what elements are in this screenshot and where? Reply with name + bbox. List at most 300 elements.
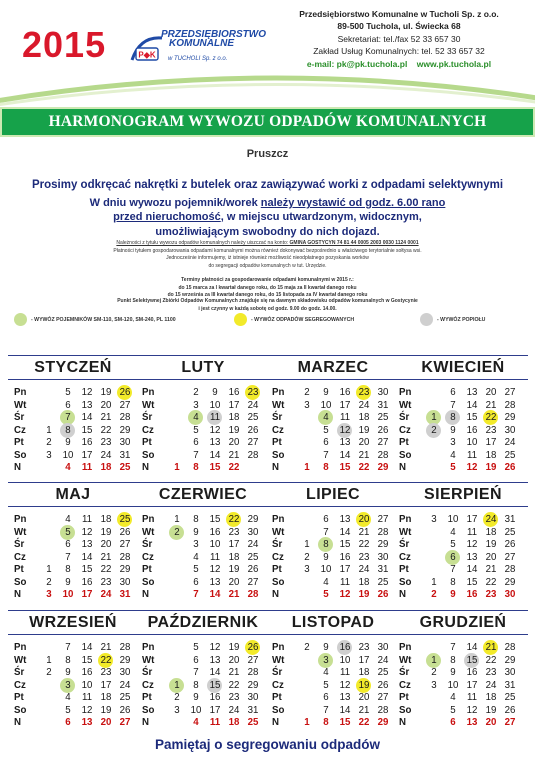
calendar-day: 26 xyxy=(504,462,516,473)
calendar-day: 18 xyxy=(485,692,497,703)
calendar-day: 29 xyxy=(119,564,131,575)
calendar-day: 19 xyxy=(485,704,497,716)
calendar-day: 24 xyxy=(119,679,131,691)
calendar-day: 15 xyxy=(466,654,478,666)
calendar-day: 13 xyxy=(81,399,93,411)
logo-line2: KOMUNALNE xyxy=(169,38,234,49)
calendar-day: 11 xyxy=(339,576,351,588)
day-label: Śr xyxy=(399,412,410,423)
calendar-day: 24 xyxy=(247,539,259,550)
calendar-day: 17 xyxy=(81,589,93,600)
calendar-day: 18 xyxy=(228,717,240,728)
calendar-day: 25 xyxy=(504,526,516,538)
calendar-day: 25 xyxy=(247,551,259,563)
calendar-day: 29 xyxy=(119,654,131,666)
calendar-day: 14 xyxy=(466,642,478,653)
instr-line1b: należy wystawić od godz. 6.00 rano xyxy=(260,197,446,209)
calendar-day: 26 xyxy=(119,387,131,398)
month-header-row xyxy=(8,610,528,635)
calendar-day: 17 xyxy=(485,437,497,448)
calendar-day: 18 xyxy=(228,551,240,563)
calendar-day: 18 xyxy=(485,526,497,538)
calendar-day: 7 xyxy=(65,551,71,563)
day-label: N xyxy=(272,717,279,728)
calendar-day: 7 xyxy=(450,564,456,575)
day-label: Wt xyxy=(272,399,285,411)
calendar-day: 4 xyxy=(450,692,456,703)
calendar-day: 12 xyxy=(209,564,221,575)
day-label: Cz xyxy=(399,551,411,563)
calendar-day: 13 xyxy=(339,437,351,448)
calendar-day: 8 xyxy=(65,424,71,436)
calendar-day: 2 xyxy=(46,576,52,588)
calendar-day: 25 xyxy=(504,449,516,461)
yellow-dot-icon xyxy=(234,313,247,326)
day-label: Cz xyxy=(14,551,26,563)
calendar-day: 2 xyxy=(46,437,52,448)
month-header-row xyxy=(8,482,528,507)
calendar-day: 20 xyxy=(485,387,497,398)
calendar-day: 11 xyxy=(209,717,221,728)
plea-text: Prosimy odkręcać nakrętki z butelek oraz zawiązywać worki z odpadami selektywnymi xyxy=(31,179,504,191)
calendar-day: 12 xyxy=(81,387,93,398)
day-label: Cz xyxy=(142,424,154,436)
day-label: Pn xyxy=(142,642,155,653)
calendar-day: 2 xyxy=(174,526,180,538)
calendar-day: 24 xyxy=(228,704,240,716)
calendar-day: 11 xyxy=(466,449,478,461)
day-label: So xyxy=(399,704,412,716)
calendar-day: 8 xyxy=(323,462,329,473)
calendar-day: 21 xyxy=(485,399,497,411)
day-label: So xyxy=(399,449,412,461)
calendar-day: 20 xyxy=(228,576,240,588)
calendar-day: 31 xyxy=(377,564,389,575)
calendar-day: 18 xyxy=(100,514,112,525)
calendar-day: 16 xyxy=(81,667,93,678)
day-label: Pt xyxy=(399,564,409,575)
calendar-day: 21 xyxy=(100,412,112,423)
day-label: So xyxy=(272,449,285,461)
calendar-day: 4 xyxy=(65,692,71,703)
place-name: Pruszcz xyxy=(246,148,289,160)
calendar-day: 17 xyxy=(100,679,112,691)
month-name: WRZESIEŃ xyxy=(29,614,117,631)
calendar-day: 9 xyxy=(193,526,199,538)
calendar-day: 27 xyxy=(377,514,389,525)
calendar-day: 4 xyxy=(193,412,199,423)
company-name: Przedsiębiorstwo Komunalne w Tucholi Sp. z o.o. xyxy=(299,9,499,19)
www-link[interactable]: www.pk.tuchola.pl xyxy=(416,58,492,69)
calendar-day: 7 xyxy=(193,449,199,461)
instr-line2b: , w miejscu utwardzonym, widocznym, xyxy=(220,211,422,224)
calendar-day: 2 xyxy=(174,692,180,703)
email-link[interactable]: e-mail: pk@pk.tuchola.pl xyxy=(306,58,408,69)
day-label: Śr xyxy=(399,667,410,678)
calendar-day: 16 xyxy=(339,387,351,398)
day-label: Wt xyxy=(142,399,155,411)
calendar-day: 15 xyxy=(466,412,478,423)
calendar-day: 3 xyxy=(65,679,71,691)
calendar-day: 13 xyxy=(466,551,478,563)
day-label: Pt xyxy=(399,437,409,448)
calendar-day: 3 xyxy=(450,437,456,448)
day-label: N xyxy=(142,717,149,728)
calendar-day: 25 xyxy=(377,576,389,588)
calendar-day: 14 xyxy=(209,667,221,678)
calendar-day: 23 xyxy=(485,667,497,678)
calendar-day: 22 xyxy=(358,539,370,550)
payment-line3: Jednocześnie informujemy, iż istnieje również możliwość nieodpłatnego pozyskania worków xyxy=(166,255,369,262)
month-header-row xyxy=(8,355,528,380)
calendar-day: 17 xyxy=(339,564,351,575)
day-label: So xyxy=(142,449,155,461)
calendar-day: 7 xyxy=(323,449,329,461)
calendar-day: 31 xyxy=(504,679,516,691)
calendar-day: 20 xyxy=(485,551,497,563)
calendar-day: 20 xyxy=(358,437,370,448)
green-dot-icon xyxy=(14,313,27,326)
calendar-day: 28 xyxy=(377,449,389,461)
calendar-day: 30 xyxy=(377,387,389,398)
calendar-day: 23 xyxy=(100,576,112,588)
calendar-day: 5 xyxy=(65,704,71,716)
calendar-day: 1 xyxy=(304,539,310,550)
calendar-day: 23 xyxy=(358,387,370,398)
calendar-day: 30 xyxy=(119,667,131,678)
day-label: Pn xyxy=(399,642,412,653)
calendar-day: 12 xyxy=(339,424,351,436)
calendar-day: 23 xyxy=(485,589,497,600)
day-label: Pn xyxy=(272,642,285,653)
calendar-day: 5 xyxy=(65,387,71,398)
calendar-day: 11 xyxy=(81,692,93,703)
page-title: HARMONOGRAM WYWOZU ODPADÓW KOMUNALNYCH xyxy=(48,113,487,130)
calendar-day: 14 xyxy=(466,399,478,411)
day-label: So xyxy=(142,576,155,588)
calendar-day: 18 xyxy=(358,576,370,588)
calendar-day: 1 xyxy=(46,424,52,436)
calendar-day: 2 xyxy=(46,667,52,678)
calendar-day: 24 xyxy=(485,514,497,525)
day-label: Pt xyxy=(142,564,152,575)
calendar-day: 8 xyxy=(450,654,456,666)
calendar-day: 26 xyxy=(119,526,131,538)
day-label: Pt xyxy=(14,437,24,448)
calendar-day: 10 xyxy=(209,399,221,411)
calendar-day: 30 xyxy=(119,576,131,588)
day-label: Cz xyxy=(142,679,154,691)
month-name: GRUDZIEŃ xyxy=(419,614,507,631)
calendar-day: 6 xyxy=(323,514,329,525)
calendar-day: 4 xyxy=(65,514,71,525)
calendar-day: 20 xyxy=(100,539,112,550)
calendar-day: 11 xyxy=(339,667,351,678)
calendar-day: 7 xyxy=(323,704,329,716)
day-label: So xyxy=(14,449,27,461)
calendar-day: 27 xyxy=(377,692,389,703)
calendar-day: 3 xyxy=(304,564,310,575)
day-label: Śr xyxy=(142,539,153,550)
calendar-day: 3 xyxy=(193,539,199,550)
calendar-day: 5 xyxy=(193,424,199,436)
calendar-day: 15 xyxy=(209,462,221,473)
calendar-day: 12 xyxy=(466,462,478,473)
calendar-day: 4 xyxy=(193,551,199,563)
calendar-day: 24 xyxy=(485,679,497,691)
calendar-day: 19 xyxy=(228,564,240,575)
day-label: Wt xyxy=(399,399,412,411)
calendar-day: 5 xyxy=(193,642,199,653)
calendar-day: 24 xyxy=(100,449,112,461)
calendar-day: 21 xyxy=(228,667,240,678)
secretariat-phone: Sekretariat: tel./fax 52 33 657 30 xyxy=(337,33,461,44)
calendar-day: 11 xyxy=(81,462,93,473)
day-label: Wt xyxy=(14,399,27,411)
calendar-day: 22 xyxy=(228,679,240,691)
calendar-day: 28 xyxy=(377,526,389,538)
day-label: N xyxy=(399,589,406,600)
calendar-day: 10 xyxy=(62,589,74,600)
calendar-day: 9 xyxy=(65,667,71,678)
day-label: Pn xyxy=(399,514,412,525)
calendar-day: 29 xyxy=(504,412,516,423)
calendar-day: 21 xyxy=(358,704,370,716)
day-label: Wt xyxy=(14,654,27,666)
calendar-day: 30 xyxy=(377,551,389,563)
month-name: CZERWIEC xyxy=(158,486,248,503)
calendar-day: 11 xyxy=(81,514,93,525)
day-label: Cz xyxy=(272,551,284,563)
calendar-day: 4 xyxy=(193,717,199,728)
calendar-day: 26 xyxy=(504,539,516,550)
instructions xyxy=(0,196,535,239)
calendar-day: 22 xyxy=(485,412,497,423)
calendar-day: 28 xyxy=(247,667,259,678)
calendar-day: 19 xyxy=(485,539,497,550)
day-label: So xyxy=(14,576,27,588)
month-name: PAŹDZIERNIK xyxy=(147,614,259,631)
day-label: N xyxy=(142,462,149,473)
calendar-day: 30 xyxy=(247,526,259,538)
calendar-day: 25 xyxy=(247,717,259,728)
company-address: 89-500 Tuchola, ul. Świecka 68 xyxy=(337,21,461,32)
logo-line1: PRZEDSIĘBIORSTWO xyxy=(161,29,267,40)
payment-line4: do segregacji odpadów komunalnych w tut. Urzędzie. xyxy=(208,262,327,269)
calendar-day: 19 xyxy=(100,704,112,716)
calendar-day: 8 xyxy=(193,679,199,691)
calendar-day: 6 xyxy=(193,437,199,448)
calendar-day: 2 xyxy=(431,589,437,600)
calendar-day: 30 xyxy=(504,424,516,436)
calendar-day: 3 xyxy=(46,449,52,461)
calendar-day: 19 xyxy=(100,526,112,538)
calendar-day: 29 xyxy=(377,717,389,728)
day-label: Śr xyxy=(142,412,153,423)
calendar-day: 3 xyxy=(304,399,310,411)
calendar-day: 3 xyxy=(46,589,52,600)
calendar-day: 13 xyxy=(339,692,351,703)
calendar-day: 20 xyxy=(228,437,240,448)
day-label: Cz xyxy=(399,424,411,436)
calendar-day: 23 xyxy=(228,692,240,703)
calendar-day: 22 xyxy=(358,717,370,728)
calendar-day: 5 xyxy=(323,424,329,436)
calendar-day: 13 xyxy=(339,514,351,525)
calendar-day: 10 xyxy=(447,679,459,691)
calendar-day: 21 xyxy=(228,589,240,600)
calendar-day: 14 xyxy=(81,412,93,423)
calendar-day: 7 xyxy=(323,526,329,538)
calendar-day: 12 xyxy=(339,589,351,600)
calendar-day: 13 xyxy=(209,654,221,666)
day-label: Pt xyxy=(272,692,282,703)
calendar-day: 7 xyxy=(450,399,456,411)
calendar-day: 12 xyxy=(466,539,478,550)
year-label: 2015 xyxy=(22,24,107,65)
calendar-day: 7 xyxy=(65,642,71,653)
calendar-day: 8 xyxy=(450,412,456,423)
payment-line2: Płatności tytułem gospodarowania odpadami komunalnymi można również dokonywać bezpośrednio u właściwego terytorialnie sołtysa wsi. xyxy=(113,247,422,254)
day-label: So xyxy=(399,576,412,588)
calendar-day: 19 xyxy=(358,424,370,436)
calendar-day: 12 xyxy=(209,424,221,436)
calendar-day: 28 xyxy=(504,642,516,653)
calendar-day: 23 xyxy=(358,551,370,563)
calendar-day: 28 xyxy=(377,704,389,716)
day-label: Śr xyxy=(14,667,25,678)
calendar-day: 11 xyxy=(209,412,221,423)
calendar-day: 18 xyxy=(358,412,370,423)
instr-line2a: przed nieruchomość xyxy=(113,211,221,224)
calendar-day: 6 xyxy=(323,692,329,703)
day-label: N xyxy=(14,462,21,473)
calendar-day: 22 xyxy=(228,462,240,473)
calendar-day: 5 xyxy=(65,526,71,538)
header xyxy=(0,0,535,86)
calendar-day: 5 xyxy=(450,704,456,716)
calendar-day: 1 xyxy=(304,717,310,728)
calendar-day: 13 xyxy=(209,437,221,448)
day-label: Cz xyxy=(14,424,26,436)
psz-line2: i jest czynny w każdą sobotę od godz. 9.00 do godz. 14.00. xyxy=(198,306,337,312)
calendar-day: 2 xyxy=(304,642,310,653)
calendar-day: 1 xyxy=(46,654,52,666)
calendar-day: 19 xyxy=(358,589,370,600)
calendar-day: 24 xyxy=(358,564,370,575)
calendar-day: 8 xyxy=(65,564,71,575)
calendar-day: 3 xyxy=(174,704,180,716)
calendar-day: 30 xyxy=(504,589,516,600)
calendar-day: 6 xyxy=(193,576,199,588)
calendar-day: 22 xyxy=(485,654,497,666)
day-label: Pn xyxy=(142,514,155,525)
month-name: LUTY xyxy=(181,359,225,376)
day-label: N xyxy=(14,717,21,728)
calendar-day: 15 xyxy=(81,654,93,666)
month-name: LIPIEC xyxy=(306,486,360,503)
calendar-day: 7 xyxy=(193,667,199,678)
calendar-day: 14 xyxy=(209,589,221,600)
day-label: Śr xyxy=(272,539,283,550)
calendar-day: 24 xyxy=(377,654,389,666)
calendar-day: 20 xyxy=(100,399,112,411)
calendar-day: 1 xyxy=(174,462,180,473)
calendar-day: 26 xyxy=(247,564,259,575)
day-label: Pn xyxy=(14,642,27,653)
calendar-day: 8 xyxy=(450,576,456,588)
calendar-day: 23 xyxy=(358,642,370,653)
calendar-day: 27 xyxy=(504,387,516,398)
calendar-day: 1 xyxy=(431,576,437,588)
legend xyxy=(14,313,524,327)
day-label: N xyxy=(399,462,406,473)
calendar-day: 2 xyxy=(193,387,199,398)
calendar-day: 31 xyxy=(119,589,131,600)
calendar-day: 19 xyxy=(228,642,240,653)
legend-label: - WYWÓZ POJEMNIKÓW SM-110, SM-120, SM-240, PL 1100 xyxy=(31,316,176,323)
day-label: Wt xyxy=(399,654,412,666)
day-label: So xyxy=(272,576,285,588)
calendar-day: 29 xyxy=(377,462,389,473)
calendar-day: 5 xyxy=(323,679,329,691)
legend-label: - WYWÓZ ODPADÓW SEGREGOWANYCH xyxy=(251,316,355,323)
calendar-day: 21 xyxy=(358,449,370,461)
calendar-day: 28 xyxy=(504,564,516,575)
calendar-day: 16 xyxy=(466,424,478,436)
calendar-day: 16 xyxy=(466,667,478,678)
calendar-day: 23 xyxy=(228,526,240,538)
calendar-day: 17 xyxy=(81,449,93,461)
calendar-day: 22 xyxy=(228,514,240,525)
calendar-day: 27 xyxy=(119,539,131,550)
calendar-day: 21 xyxy=(485,642,497,653)
day-label: Wt xyxy=(142,526,155,538)
month-name: SIERPIEŃ xyxy=(424,486,502,503)
month-name: KWIECIEŃ xyxy=(421,359,505,376)
service-phone: Zakład Usług Komunalnych: tel. 52 33 657 32 xyxy=(313,46,485,57)
calendar-day: 28 xyxy=(119,551,131,563)
footer-slogan: Pamiętaj o segregowaniu odpadów xyxy=(154,737,381,752)
calendar-day: 28 xyxy=(119,412,131,423)
calendar-day: 15 xyxy=(209,679,221,691)
calendar-day: 17 xyxy=(228,399,240,411)
calendar-day: 6 xyxy=(450,387,456,398)
day-label: Pn xyxy=(14,387,27,398)
calendar-day: 21 xyxy=(100,642,112,653)
day-label: So xyxy=(142,704,155,716)
calendar-day: 4 xyxy=(323,412,329,423)
calendar-day: 31 xyxy=(377,399,389,411)
calendar-day: 10 xyxy=(209,539,221,550)
calendar-day: 1 xyxy=(174,679,180,691)
day-label: Pt xyxy=(14,564,24,575)
calendar-day: 29 xyxy=(504,654,516,666)
day-label: Pn xyxy=(272,387,285,398)
calendar-day: 23 xyxy=(100,667,112,678)
psz-info xyxy=(0,297,535,313)
calendar-day: 4 xyxy=(323,667,329,678)
calendar-day: 18 xyxy=(100,692,112,703)
day-label: Wt xyxy=(272,654,285,666)
month-name: LISTOPAD xyxy=(291,614,375,631)
payment-line1a: Należności z tytułu wywozu odpadów komunalnych należy uiszczać na konto: xyxy=(116,240,290,246)
calendar-day: 31 xyxy=(119,449,131,461)
calendar-day: 17 xyxy=(339,399,351,411)
calendar-day: 22 xyxy=(100,654,112,666)
calendar-day: 6 xyxy=(193,654,199,666)
instr-line1a: W dniu wywozu pojemnik/worek xyxy=(89,197,261,209)
